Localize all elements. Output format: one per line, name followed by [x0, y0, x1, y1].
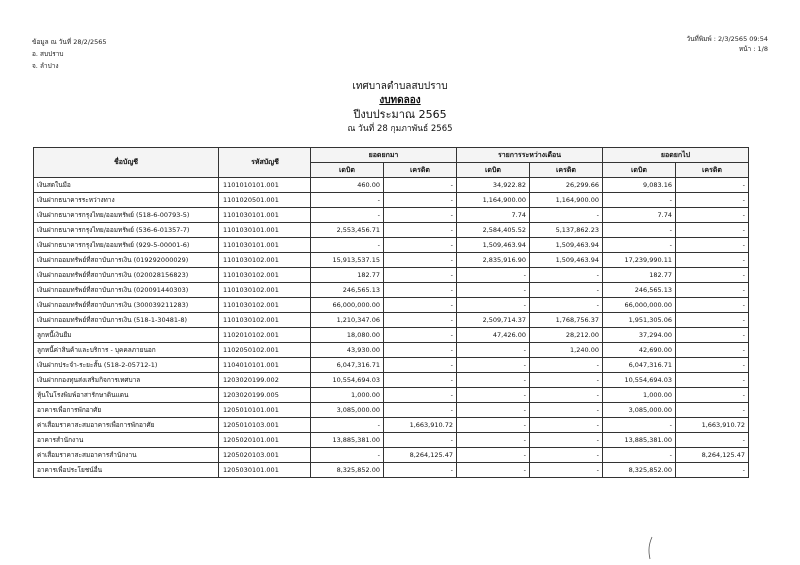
account-name-cell: เงินฝากออมทรัพย์ที่สถาบันการเงิน (020028156823)	[34, 268, 219, 283]
table-body	[34, 178, 749, 478]
table-row	[34, 373, 749, 388]
account-name-cell: เงินฝากออมทรัพย์ที่สถาบันการเงิน (020091440303)	[34, 283, 219, 298]
amount-cell-f-cr: -	[676, 358, 749, 373]
account-code-cell: 1102050102.001	[219, 343, 311, 358]
amount-cell-b-dr: -	[311, 448, 384, 463]
account-code-cell: 1203020199.002	[219, 373, 311, 388]
group-carried-forward: ยอดยกไป	[603, 148, 749, 163]
amount-cell-b-dr: -	[311, 193, 384, 208]
table-row	[34, 403, 749, 418]
amount-cell-f-cr: -	[676, 283, 749, 298]
amount-cell-m-dr: 2,509,714.37	[457, 313, 530, 328]
amount-cell-m-dr: -	[457, 403, 530, 418]
col-forward-debit: เดบิต	[603, 163, 676, 178]
report-name: งบทดลอง	[379, 95, 421, 106]
account-name-cell: หุ้นในโรงพิมพ์อาสารักษาดินแดน	[34, 388, 219, 403]
table-row	[34, 298, 749, 313]
amount-cell-m-dr: 34,922.82	[457, 178, 530, 193]
account-name-cell: อาคารเพื่อประโยชน์อื่น	[34, 463, 219, 478]
table-row	[34, 268, 749, 283]
account-name-cell: เงินฝากธนาคารกรุงไทย/ออมทรัพย์ (929-5-00001-6)	[34, 238, 219, 253]
fiscal-year: ปีงบประมาณ 2565	[353, 108, 447, 121]
organization-name: เทศบาลตำบลสบปราบ	[352, 81, 448, 92]
amount-cell-m-cr: 1,164,900.00	[530, 193, 603, 208]
amount-cell-m-dr: -	[457, 448, 530, 463]
account-name-cell: ลูกหนี้เงินยืม	[34, 328, 219, 343]
account-name-cell: ค่าเสื่อมราคาสะสมอาคารเพื่อการพักอาศัย	[34, 418, 219, 433]
amount-cell-f-cr: -	[676, 328, 749, 343]
amount-cell-f-cr: -	[676, 433, 749, 448]
account-code-cell: 1104010101.001	[219, 358, 311, 373]
amount-cell-b-dr: 8,325,852.00	[311, 463, 384, 478]
account-name-cell: เงินสดในมือ	[34, 178, 219, 193]
account-code-cell: 1101030101.001	[219, 238, 311, 253]
account-code-cell: 1205020101.001	[219, 433, 311, 448]
account-code-cell: 1203020199.005	[219, 388, 311, 403]
amount-cell-b-cr: 1,663,910.72	[384, 418, 457, 433]
amount-cell-b-cr: -	[384, 193, 457, 208]
amount-cell-m-dr: -	[457, 418, 530, 433]
handwritten-mark	[646, 536, 656, 560]
table-row	[34, 358, 749, 373]
account-name-cell: เงินฝากประจำ-ระยะสั้น (518-2-05712-1)	[34, 358, 219, 373]
amount-cell-m-cr: 5,137,862.23	[530, 223, 603, 238]
amount-cell-f-dr: 7.74	[603, 208, 676, 223]
amount-cell-m-cr: -	[530, 448, 603, 463]
amount-cell-b-cr: 8,264,125.47	[384, 448, 457, 463]
amount-cell-f-dr: 10,554,694.03	[603, 373, 676, 388]
amount-cell-f-dr: 1,951,305.06	[603, 313, 676, 328]
table-row	[34, 193, 749, 208]
account-name-cell: เงินฝากธนาคารกรุงไทย/ออมทรัพย์ (518-6-00793-5)	[34, 208, 219, 223]
amount-cell-m-dr: 47,426.00	[457, 328, 530, 343]
amount-cell-m-cr: -	[530, 298, 603, 313]
amount-cell-b-cr: -	[384, 178, 457, 193]
table-row	[34, 328, 749, 343]
amount-cell-m-cr: -	[530, 268, 603, 283]
amount-cell-f-dr: 8,325,852.00	[603, 463, 676, 478]
table-row	[34, 208, 749, 223]
amount-cell-m-cr: -	[530, 433, 603, 448]
account-code-cell: 1101030102.001	[219, 283, 311, 298]
district: อ. สบปราบ	[32, 50, 64, 58]
account-name-cell: เงินฝากกองทุนส่งเสริมกิจการเทศบาล	[34, 373, 219, 388]
amount-cell-b-cr: -	[384, 373, 457, 388]
amount-cell-f-cr: -	[676, 298, 749, 313]
amount-cell-f-dr: 17,239,990.11	[603, 253, 676, 268]
amount-cell-b-cr: -	[384, 253, 457, 268]
amount-cell-b-cr: -	[384, 403, 457, 418]
table-row	[34, 433, 749, 448]
group-during-month: รายการระหว่างเดือน	[457, 148, 603, 163]
amount-cell-f-cr: -	[676, 343, 749, 358]
table-row	[34, 178, 749, 193]
amount-cell-m-dr: -	[457, 433, 530, 448]
account-name-cell: อาคารสำนักงาน	[34, 433, 219, 448]
account-code-cell: 1101030101.001	[219, 223, 311, 238]
amount-cell-f-dr: 246,565.13	[603, 283, 676, 298]
account-code-cell: 1101030102.001	[219, 268, 311, 283]
amount-cell-b-dr: 246,565.13	[311, 283, 384, 298]
col-brought-debit: เดบิต	[311, 163, 384, 178]
print-date: วันที่พิมพ์ : 2/3/2565 09:54	[686, 35, 768, 43]
amount-cell-b-dr: -	[311, 418, 384, 433]
amount-cell-f-dr: -	[603, 238, 676, 253]
amount-cell-f-cr: 1,663,910.72	[676, 418, 749, 433]
amount-cell-f-dr: -	[603, 418, 676, 433]
amount-cell-m-dr: -	[457, 373, 530, 388]
report-meta	[32, 36, 107, 72]
account-name-cell: เงินฝากออมทรัพย์ที่สถาบันการเงิน (019292000029)	[34, 253, 219, 268]
account-name-cell: เงินฝากธนาคารระหว่างทาง	[34, 193, 219, 208]
amount-cell-b-cr: -	[384, 328, 457, 343]
account-code-cell: 1101030102.001	[219, 298, 311, 313]
table-row	[34, 223, 749, 238]
amount-cell-b-cr: -	[384, 313, 457, 328]
amount-cell-b-dr: 15,913,537.15	[311, 253, 384, 268]
amount-cell-m-cr: -	[530, 463, 603, 478]
amount-cell-f-dr: -	[603, 193, 676, 208]
amount-cell-m-dr: -	[457, 358, 530, 373]
account-code-cell: 1205020103.001	[219, 448, 311, 463]
amount-cell-b-dr: 2,553,456.71	[311, 223, 384, 238]
page-number: หน้า : 1/8	[738, 45, 768, 53]
amount-cell-m-cr: 26,299.66	[530, 178, 603, 193]
amount-cell-b-cr: -	[384, 433, 457, 448]
amount-cell-f-cr: -	[676, 238, 749, 253]
amount-cell-m-dr: -	[457, 298, 530, 313]
amount-cell-f-dr: 182.77	[603, 268, 676, 283]
amount-cell-m-cr: -	[530, 358, 603, 373]
amount-cell-b-cr: -	[384, 283, 457, 298]
amount-cell-f-cr: -	[676, 193, 749, 208]
table-row	[34, 253, 749, 268]
account-name-cell: ค่าเสื่อมราคาสะสมอาคารสำนักงาน	[34, 448, 219, 463]
amount-cell-m-cr: -	[530, 403, 603, 418]
account-code-cell: 1101030102.001	[219, 253, 311, 268]
amount-cell-b-dr: 6,047,316.71	[311, 358, 384, 373]
amount-cell-b-dr: 1,210,347.06	[311, 313, 384, 328]
amount-cell-m-cr: 1,768,756.37	[530, 313, 603, 328]
table-row	[34, 388, 749, 403]
amount-cell-f-dr: -	[603, 223, 676, 238]
amount-cell-f-cr: -	[676, 223, 749, 238]
amount-cell-b-cr: -	[384, 223, 457, 238]
col-account-name: ชื่อบัญชี	[34, 148, 219, 178]
amount-cell-m-dr: 1,164,900.00	[457, 193, 530, 208]
col-brought-credit: เครดิต	[384, 163, 457, 178]
account-code-cell: 1101020501.001	[219, 193, 311, 208]
amount-cell-b-dr: 18,080.00	[311, 328, 384, 343]
amount-cell-m-cr: -	[530, 373, 603, 388]
amount-cell-b-cr: -	[384, 343, 457, 358]
amount-cell-m-dr: 1,509,463.94	[457, 238, 530, 253]
amount-cell-b-cr: -	[384, 388, 457, 403]
amount-cell-b-dr: 43,930.00	[311, 343, 384, 358]
table-row	[34, 448, 749, 463]
amount-cell-m-cr: 1,509,463.94	[530, 238, 603, 253]
account-code-cell: 1205010103.001	[219, 418, 311, 433]
col-forward-credit: เครดิต	[676, 163, 749, 178]
amount-cell-m-dr: -	[457, 463, 530, 478]
amount-cell-f-dr: 37,294.00	[603, 328, 676, 343]
amount-cell-f-dr: 13,885,381.00	[603, 433, 676, 448]
amount-cell-f-dr: 66,000,000.00	[603, 298, 676, 313]
amount-cell-m-dr: 2,835,916.90	[457, 253, 530, 268]
account-name-cell: เงินฝากธนาคารกรุงไทย/ออมทรัพย์ (536-6-01357-7)	[34, 223, 219, 238]
amount-cell-b-cr: -	[384, 208, 457, 223]
amount-cell-b-dr: 182.77	[311, 268, 384, 283]
amount-cell-b-cr: -	[384, 298, 457, 313]
amount-cell-m-cr: -	[530, 208, 603, 223]
account-code-cell: 1102010102.001	[219, 328, 311, 343]
amount-cell-f-dr: 3,085,000.00	[603, 403, 676, 418]
amount-cell-f-dr: 1,000.00	[603, 388, 676, 403]
amount-cell-m-cr: -	[530, 388, 603, 403]
report-title	[0, 80, 800, 136]
col-account-code: รหัสบัญชี	[219, 148, 311, 178]
amount-cell-b-dr: 66,000,000.00	[311, 298, 384, 313]
amount-cell-b-dr: 3,085,000.00	[311, 403, 384, 418]
amount-cell-f-cr: -	[676, 208, 749, 223]
amount-cell-f-cr: -	[676, 268, 749, 283]
account-code-cell: 1101030102.001	[219, 313, 311, 328]
amount-cell-f-dr: 9,083.16	[603, 178, 676, 193]
amount-cell-f-cr: -	[676, 463, 749, 478]
account-name-cell: ลูกหนี้ค่าสินค้าและบริการ - บุคคลภายนอก	[34, 343, 219, 358]
account-name-cell: เงินฝากออมทรัพย์ที่สถาบันการเงิน (518-1-30481-8)	[34, 313, 219, 328]
amount-cell-m-dr: -	[457, 268, 530, 283]
amount-cell-m-cr: -	[530, 283, 603, 298]
amount-cell-b-dr: 13,885,381.00	[311, 433, 384, 448]
amount-cell-b-dr: 10,554,694.03	[311, 373, 384, 388]
amount-cell-b-cr: -	[384, 358, 457, 373]
col-during-debit: เดบิต	[457, 163, 530, 178]
amount-cell-f-cr: -	[676, 388, 749, 403]
amount-cell-m-dr: 2,584,405.52	[457, 223, 530, 238]
table-row	[34, 283, 749, 298]
amount-cell-f-cr: -	[676, 253, 749, 268]
account-name-cell: อาคารเพื่อการพักอาศัย	[34, 403, 219, 418]
group-brought-forward: ยอดยกมา	[311, 148, 457, 163]
amount-cell-m-dr: -	[457, 388, 530, 403]
amount-cell-f-cr: -	[676, 373, 749, 388]
amount-cell-b-dr: -	[311, 238, 384, 253]
as-of-date: ณ วันที่ 28 กุมภาพันธ์ 2565	[347, 124, 453, 134]
amount-cell-f-cr: 8,264,125.47	[676, 448, 749, 463]
amount-cell-b-cr: -	[384, 268, 457, 283]
amount-cell-m-dr: -	[457, 343, 530, 358]
data-as-of: ข้อมูล ณ วันที่ 28/2/2565	[32, 38, 107, 46]
amount-cell-m-cr: 1,509,463.94	[530, 253, 603, 268]
amount-cell-f-cr: -	[676, 403, 749, 418]
amount-cell-f-dr: 42,690.00	[603, 343, 676, 358]
table-row	[34, 313, 749, 328]
table-row	[34, 463, 749, 478]
amount-cell-f-cr: -	[676, 178, 749, 193]
amount-cell-m-cr: -	[530, 418, 603, 433]
table-row	[34, 238, 749, 253]
table-row	[34, 343, 749, 358]
amount-cell-m-cr: 28,212.00	[530, 328, 603, 343]
account-name-cell: เงินฝากออมทรัพย์ที่สถาบันการเงิน (300039211283)	[34, 298, 219, 313]
account-code-cell: 1205010101.001	[219, 403, 311, 418]
table-row	[34, 418, 749, 433]
amount-cell-b-cr: -	[384, 463, 457, 478]
amount-cell-f-dr: 6,047,316.71	[603, 358, 676, 373]
amount-cell-b-dr: 1,000.00	[311, 388, 384, 403]
amount-cell-m-cr: 1,240.00	[530, 343, 603, 358]
province: จ. ลำปาง	[32, 62, 59, 70]
account-code-cell: 1101010101.001	[219, 178, 311, 193]
print-info	[686, 34, 768, 54]
amount-cell-b-dr: -	[311, 208, 384, 223]
trial-balance-table	[33, 147, 749, 478]
account-code-cell: 1205030101.001	[219, 463, 311, 478]
table-group-header	[34, 148, 749, 163]
amount-cell-m-dr: -	[457, 283, 530, 298]
amount-cell-b-cr: -	[384, 238, 457, 253]
col-during-credit: เครดิต	[530, 163, 603, 178]
amount-cell-f-dr: -	[603, 448, 676, 463]
amount-cell-m-dr: 7.74	[457, 208, 530, 223]
amount-cell-b-dr: 460.00	[311, 178, 384, 193]
account-code-cell: 1101030101.001	[219, 208, 311, 223]
amount-cell-f-cr: -	[676, 313, 749, 328]
